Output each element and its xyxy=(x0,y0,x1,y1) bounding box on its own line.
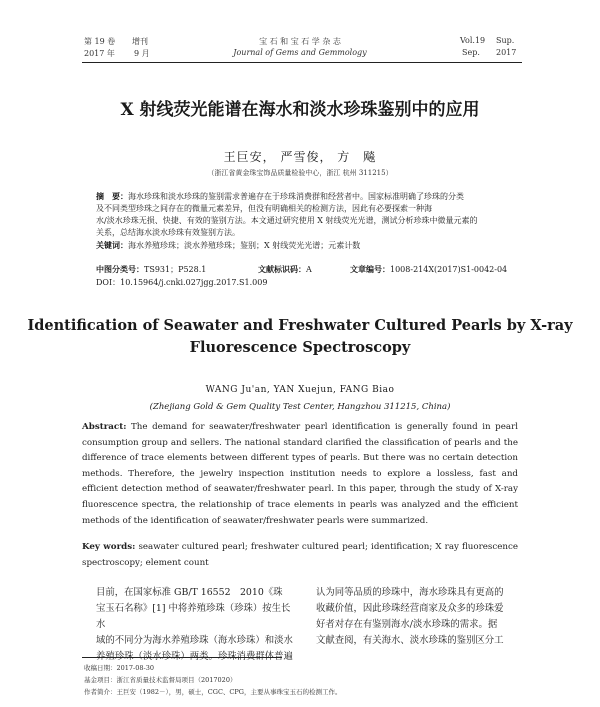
abstract-en xyxy=(82,420,518,529)
title-zh: X 射线荧光能谱在海水和淡水珍珠鉴别中的应用 xyxy=(120,100,480,120)
doi: DOI：10.15964/j.cnki.027jgg.2017.S1.009 xyxy=(96,278,268,287)
abstract-en-text: The demand for seawater/freshwater pearl identification is generally found in pearl consumption group and sellers. The national standard clarified the classification of pearls and the difference of trace elements between different types of pearls. But there was no certain detection methods. Therefore, the jewelry inspection institution needs to explore a lossless, fast and efficient detection method of seawater/freshwater pearl. In this paper, through the study of X-ray fluorescence spectra, the relationship of trace elements in pearls was analyzed and the efficient methods of the identification of seawater/freshwater pearls were summarized. xyxy=(82,422,518,526)
keywords-en xyxy=(82,540,518,571)
footnote-rule xyxy=(82,657,282,658)
body-line: 养殖珍珠（淡水珍珠）两类。珍珠消费群体普遍 xyxy=(96,651,293,662)
header-month-zh: 9 月 xyxy=(134,49,150,58)
footnote-author: 作者简介：王巨安（1982－），男，硕士，CGC、CPG，主要从事珠宝玉石的检测工作。 xyxy=(84,688,342,696)
keywords-zh-label: 关键词： xyxy=(96,240,128,250)
body-line: 域的不同分为海水养殖珍珠（海水珍珠）和淡水 xyxy=(96,635,293,646)
abstract-en-label: Abstract: xyxy=(82,422,127,432)
header-journal-en: Journal of Gems and Gemmology xyxy=(233,48,367,57)
header-supplement-en: Sup. xyxy=(496,36,515,45)
keywords-en-text: seawater cultured pearl; freshwater cultured pearl; identification; X ray fluorescence spectroscopy; element count xyxy=(82,542,518,568)
abstract-zh-line: 及不同类型珍珠之间存在的微量元素差异，但没有明确相关的检测方法，因此有必要探索一种海 xyxy=(96,204,432,213)
body-line: 目前，在国家标准 GB/T 16552 2010《珠 xyxy=(96,587,283,598)
header-year-en: 2017 xyxy=(496,48,517,57)
body-line: 文献查阅，有关海水、淡水珍珠的鉴别区分工 xyxy=(316,635,504,646)
clc-value: TS931；P528.1 xyxy=(144,265,207,274)
body-line: 认为同等品质的珍珠中，海水珍珠具有更高的 xyxy=(316,587,504,598)
body-column-right xyxy=(316,585,516,649)
footnote-received: 收稿日期：2017-08-30 xyxy=(84,664,154,672)
title-en: Identification of Seawater and Freshwater Cultured Pearls by X-ray Fluorescence Spectroscopy xyxy=(27,317,573,356)
article-number-label: 文章编号： xyxy=(350,264,390,274)
header-volume-zh: 第 19 卷 xyxy=(84,37,116,46)
abstract-zh xyxy=(96,190,516,252)
authors-zh: 王巨安， 严雪俊， 方 飚 xyxy=(223,150,377,164)
affiliation-zh: （浙江省黄金珠宝饰品质量检验中心，浙江 杭州 311215） xyxy=(207,169,393,177)
abstract-zh-line: 关系，总结海水淡水珍珠有效鉴别方法。 xyxy=(96,228,240,237)
header-supplement-zh: 增刊 xyxy=(132,37,148,46)
header-rule xyxy=(82,62,522,63)
clc-number xyxy=(96,264,206,275)
authors-en: WANG Ju'an, YAN Xuejun, FANG Biao xyxy=(205,385,395,395)
header-year-zh: 2017 年 xyxy=(84,49,115,58)
keywords-en-label: Key words: xyxy=(82,542,136,552)
article-number xyxy=(350,264,507,275)
body-column-left xyxy=(96,585,296,665)
article-number-value: 1008-214X(2017)S1-0042-04 xyxy=(390,265,508,274)
document-code xyxy=(258,264,312,275)
abstract-zh-label: 摘 要： xyxy=(96,191,128,201)
body-line: 好者对存在有鉴别海水/淡水珍珠的需求。据 xyxy=(316,619,498,630)
doc-code-label: 文献标识码： xyxy=(258,264,306,274)
header-month-en: Sep. xyxy=(462,48,480,57)
body-line: 宝玉石名称》[1] 中将养殖珍珠（珍珠）按生长水 xyxy=(96,603,291,630)
header-journal-zh: 宝 石 和 宝 石 学 杂 志 xyxy=(259,37,341,46)
keywords-zh-text: 海水养殖珍珠；淡水养殖珍珠；鉴别；X 射线荧光光谱；元素计数 xyxy=(128,241,361,250)
doc-code-value: A xyxy=(306,265,312,274)
affiliation-en: (Zhejiang Gold & Gem Quality Test Center, Hangzhou 311215, China) xyxy=(149,402,451,412)
footnote-funding: 基金项目：浙江省质量技术监督局项目（2017020） xyxy=(84,676,237,684)
clc-label: 中图分类号： xyxy=(96,264,144,274)
abstract-zh-line: 水/淡水珍珠无损、快捷、有效的鉴别方法。本文通过研究使用 X 射线荧光光谱，测试分析珍珠中微量元素的 xyxy=(96,216,478,225)
abstract-zh-line: 海水珍珠和淡水珍珠的鉴别需求普遍存在于珍珠消费群和经营者中。国家标准明确了珍珠的分类 xyxy=(128,192,464,201)
body-line: 收藏价值，因此珍珠经营商家及众多的珍珠爱 xyxy=(316,603,504,614)
header-volume-en: Vol.19 xyxy=(460,36,486,45)
